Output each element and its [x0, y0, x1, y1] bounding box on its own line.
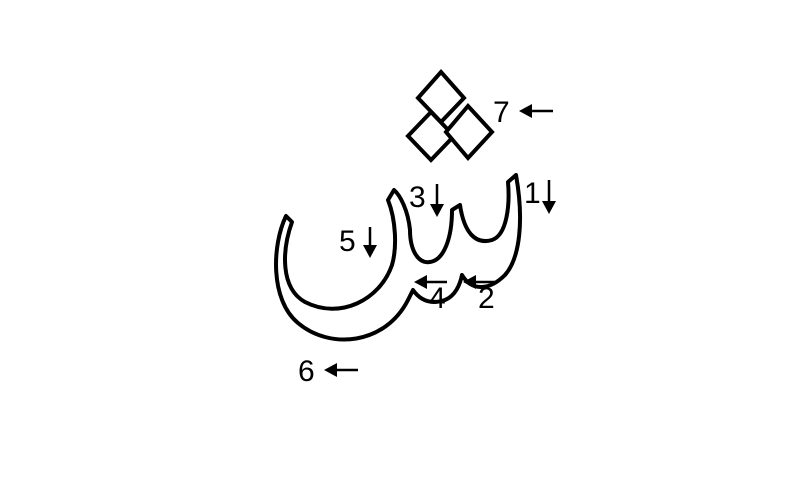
step-1-marker [524, 177, 556, 214]
step-1-number: 1 [524, 177, 541, 210]
step-6-arrow-head [324, 363, 337, 377]
step-1-arrow-head [542, 201, 556, 214]
lower-right-diamond-dot [446, 106, 492, 158]
step-3-number: 3 [409, 181, 426, 214]
step-4-number: 4 [429, 282, 446, 315]
step-3-arrow-head [430, 204, 444, 217]
step-2-number: 2 [478, 282, 495, 315]
step-5-marker [339, 225, 377, 258]
step-5-arrow-head [363, 245, 377, 258]
step-3-marker [409, 181, 444, 217]
step-7-arrow-head [519, 104, 532, 118]
step-5-number: 5 [339, 225, 356, 258]
step-6-marker [298, 355, 358, 388]
step-6-number: 6 [298, 355, 315, 388]
step-2-marker [463, 275, 496, 315]
step-7-marker [493, 96, 553, 129]
step-7-number: 7 [493, 96, 510, 129]
upper-diamond-dot [418, 72, 464, 122]
